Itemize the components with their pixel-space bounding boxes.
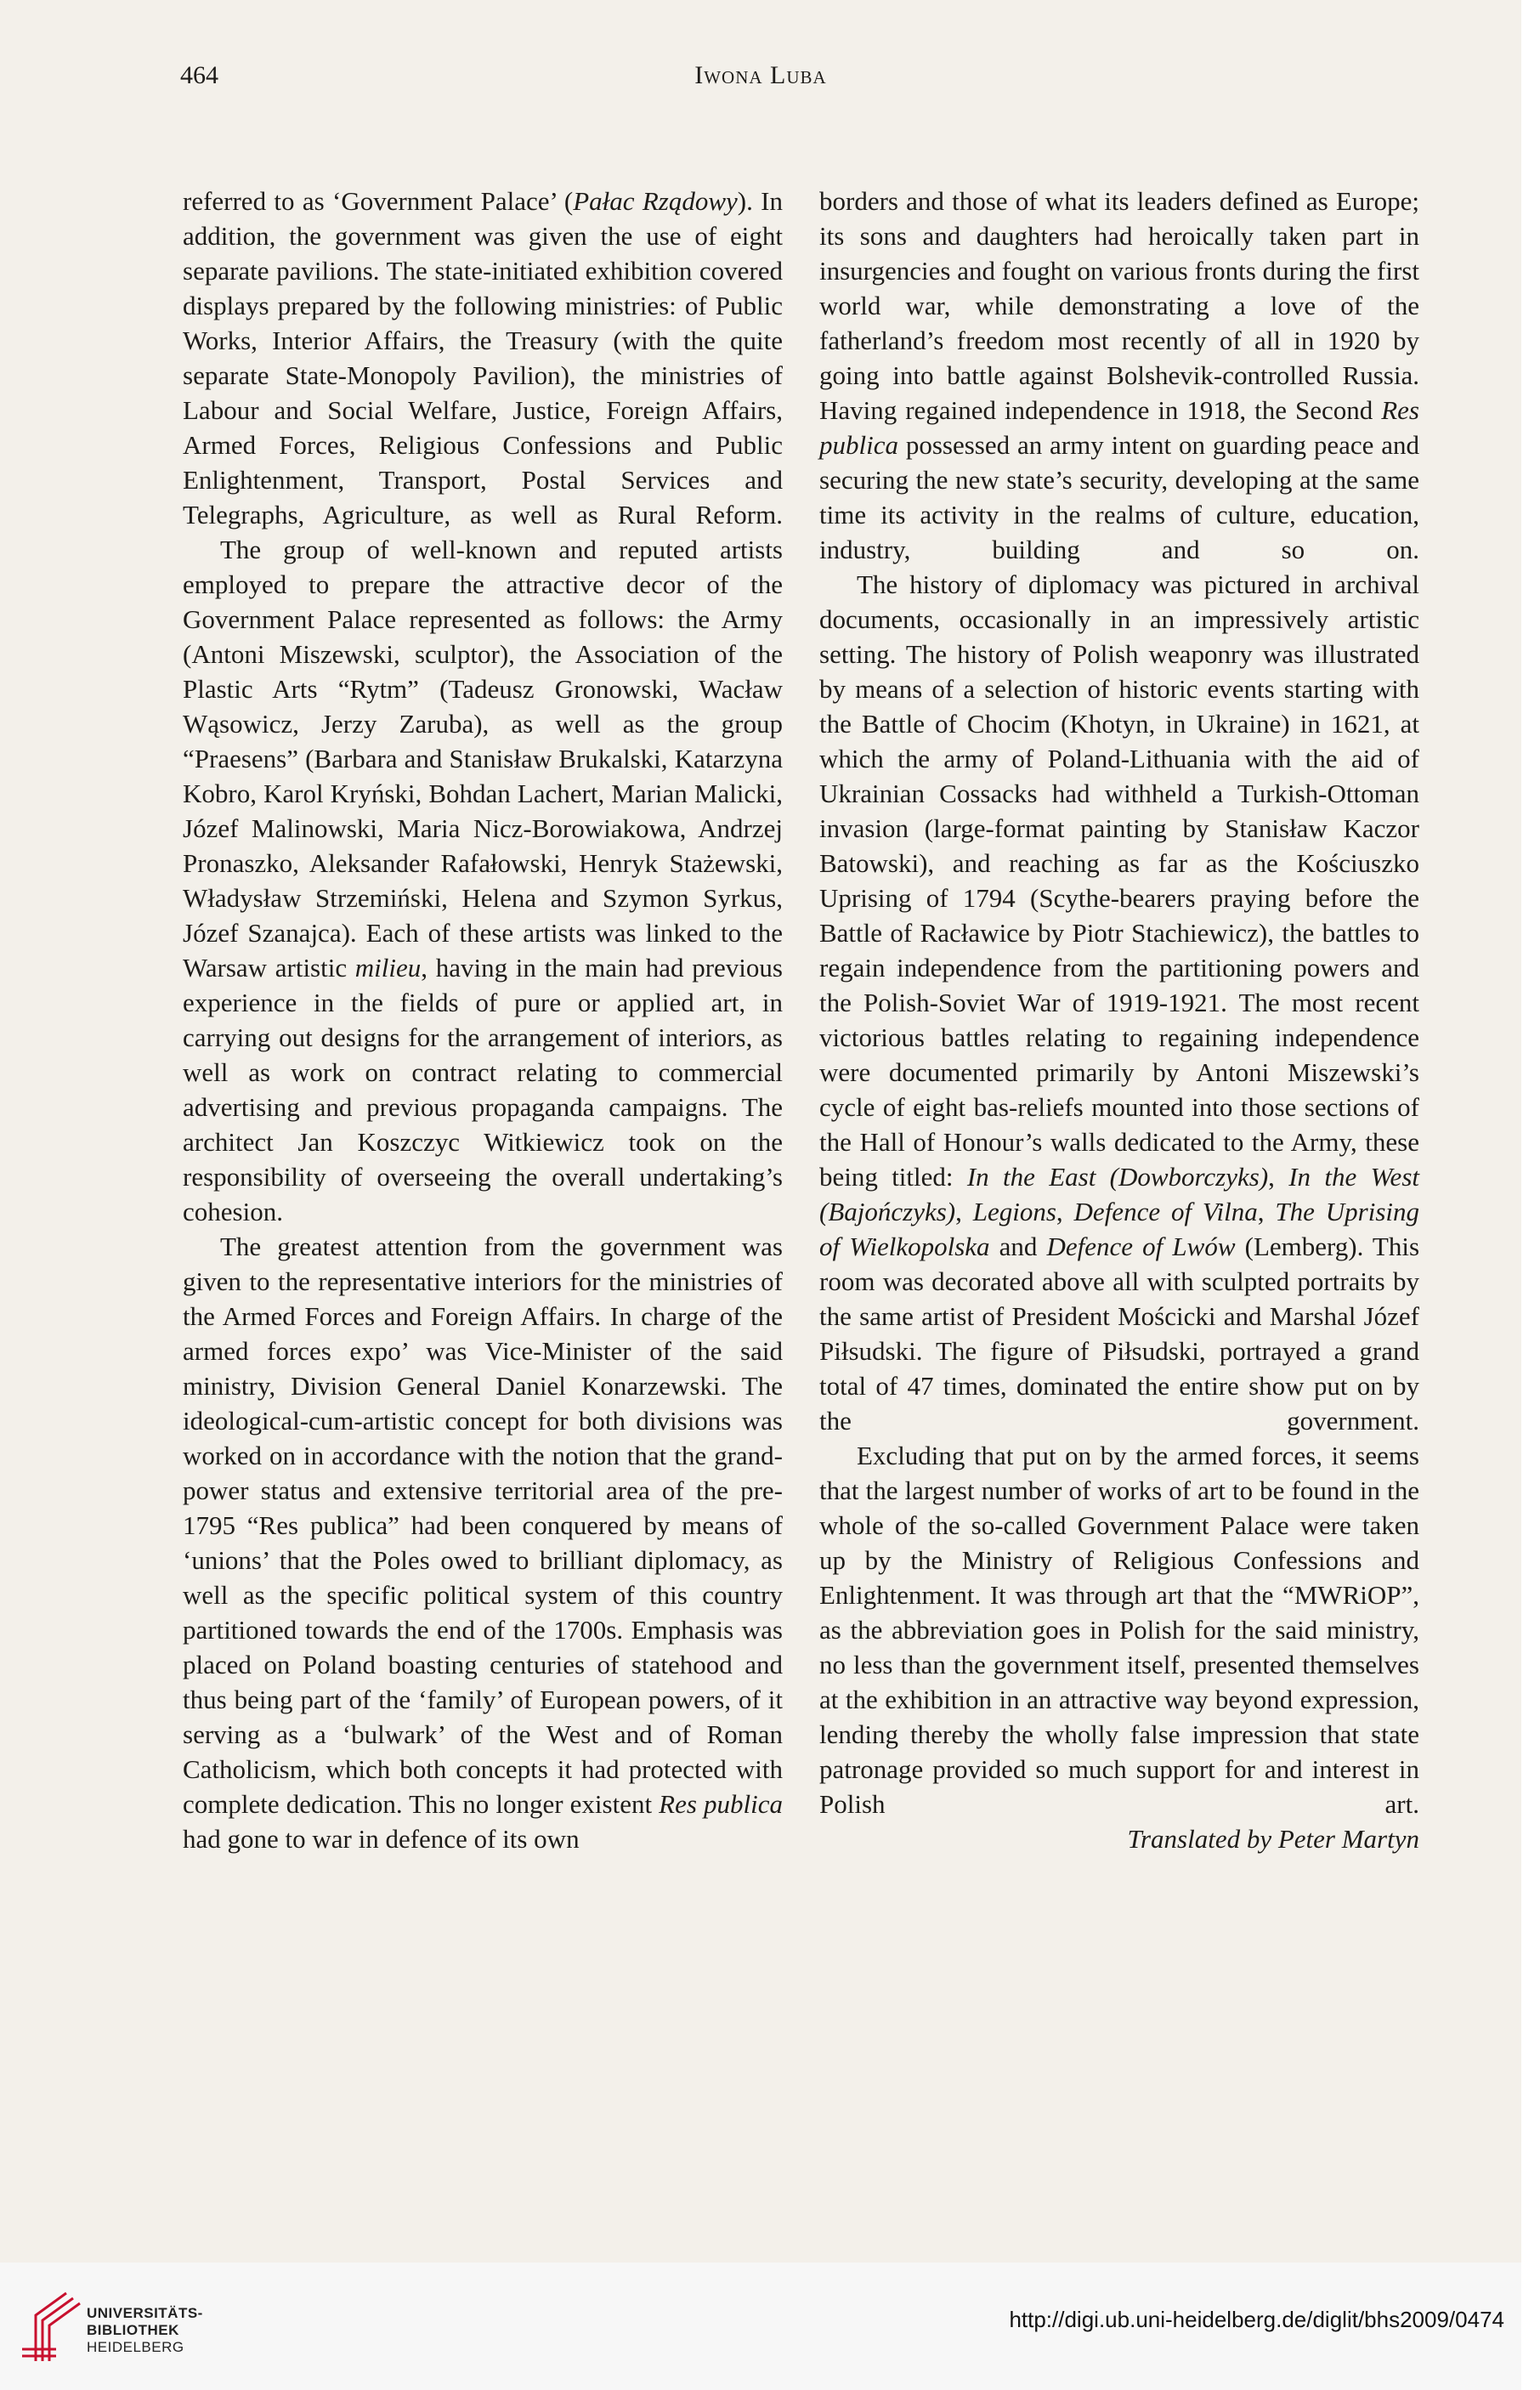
page-number: 464 <box>180 61 218 89</box>
paragraph <box>819 1438 1419 1821</box>
left-column <box>183 184 783 1856</box>
running-header <box>0 61 1521 104</box>
text-run: borders and those of what its leaders defined as Europe; its sons and daughters had heroically taken part in insurgencies and fought on various fronts during the first world war, while demonstrating a love of the fatherland’s freedom most recently of all in 1920 by going into battle against Bolshevik-controlled Russia. Having regained independence in 1918, the Second <box>819 186 1419 425</box>
text-run: (Lemberg). This room was decorated above all with sculpted portraits by the same artist of President Mościcki and Marshal Józef Piłsudski. The figure of Piłsudski, portrayed a grand total of 47 times, dominated the entire show put on by the government. <box>819 1232 1420 1436</box>
text-run: The group of well-known and reputed artists employed to prepare the attractive decor of the Government Palace represented as follows: the Army (Antoni Miszewski, sculptor), the Association of the Plastic Arts “Rytm” (Tadeusz Gronowski, Wacław Wąsowicz, Jerzy Zaruba), as well as the group “Praesens” (Barbara and Stanisław Brukalski, Katarzyna Kobro, Karol Kryński, Bohdan Lachert, Marian Malicki, Józef Malinowski, Maria Nicz-Borowiakowa, Andrzej Pronaszko, Aleksander Rafałowski, Henryk Stażewski, Władysław Strzemiński, Helena and Szymon Syrkus, Józef Szanajca). Each of these artists was linked to the Warsaw artistic <box>183 535 783 983</box>
paragraph <box>819 184 1419 567</box>
italic-text: In the West (Bajończyks) <box>819 1162 1419 1226</box>
paragraph <box>183 184 783 532</box>
right-column <box>819 184 1419 1856</box>
italic-text: Defence of Lwów <box>1046 1232 1236 1261</box>
italic-text: Res publica <box>819 395 1419 460</box>
text-run: , <box>955 1197 973 1226</box>
paragraph <box>183 532 783 1229</box>
text-run: and <box>989 1232 1047 1261</box>
italic-text: milieu <box>354 953 422 983</box>
text-run: Excluding that put on by the armed forces, it seems that the largest number of works of art to be found in the whole of the so-called Government Palace were taken up by the Ministry of Religious Confessions and Enlightenment. It was through art that the “MWRiOP”, as the abbreviation goes in Polish for the said ministry, no less than the government itself, presented themselves at the exhibition in an attractive way beyond expression, lending thereby the wholly false impression that state patronage provided so much support for and interest in Polish art. <box>819 1441 1419 1819</box>
paragraph <box>819 567 1419 1438</box>
paragraph <box>183 1229 783 1856</box>
scan-edge <box>1521 0 1540 2390</box>
text-run: , <box>1257 1197 1276 1226</box>
permalink-url[interactable]: http://digi.ub.uni-heidelberg.de/diglit/bhs2009/0474 <box>1009 2307 1504 2332</box>
text-run: referred to as ‘Government Palace’ ( <box>183 186 574 216</box>
translator-credit: Translated by Peter Martyn <box>1127 1824 1419 1854</box>
text-run: possessed an army intent on guarding peace and securing the new state’s security, developing at the same time its activity in the realms of culture, education, industry, building and so on. <box>819 430 1419 564</box>
text-run: , <box>1268 1162 1289 1192</box>
running-head-author: Iwona Luba <box>694 61 827 89</box>
library-name: UNIVERSITÄTS- BIBLIOTHEK HEIDELBERG <box>87 2305 203 2355</box>
italic-text: In the East (Dowborczyks) <box>966 1162 1269 1192</box>
text-run: The history of diplomacy was pictured in archival documents, occasionally in an impressively artistic setting. The history of Polish weaponry was illustrated by means of a selection of historic events starting with the Battle of Chocim (Khotyn, in Ukraine) in 1621, at which the army of Poland-Lithuania with the aid of Ukrainian Cossacks had withheld a Turkish-Ottoman invasion (large-format painting by Stanisław Kaczor Batowski), and reaching as far as the Kościuszko Uprising of 1794 (Scythe-bearers praying before the Battle of Racławice by Piotr Stachiewicz), the battles to regain independence from the partitioning powers and the Polish-Soviet War of 1919-1921. The most recent victorious battles relating to regaining independence were documented primarily by Antoni Miszewski’s cycle of eight bas-reliefs mounted into those sections of the Hall of Honour’s walls dedicated to the Army, these being titled: <box>819 569 1419 1192</box>
text-run: had gone to war in defence of its own <box>183 1824 580 1854</box>
italic-text: Res publica <box>659 1789 784 1819</box>
text-run: , <box>1056 1197 1074 1226</box>
digitization-footer <box>0 2263 1521 2390</box>
italic-text: Pałac Rządowy <box>573 186 738 216</box>
italic-text: Defence of Vilna <box>1073 1197 1258 1226</box>
text-run: ). In addition, the government was given the use of eight separate pavilions. The state-initiated exhibition covered displays prepared by the following ministries: of Public Works, Interior Affairs, the Treasury (with the quite separate State-Monopoly Pavilion), the ministries of Labour and Social Welfare, Justice, Foreign Affairs, Armed Forces, Religious Confessions and Public Enlightenment, Transport, Postal Services and Telegraphs, Agriculture, as well as Rural Reform. <box>183 186 783 530</box>
italic-text: Legions <box>972 1197 1056 1226</box>
library-logo-icon <box>17 2290 85 2363</box>
italic-text: The Uprising of Wielkopolska <box>819 1197 1420 1261</box>
text-run: The greatest attention from the government was given to the representative interiors for the ministries of the Armed Forces and Foreign Affairs. In charge of the armed forces expo’ was Vice-Minister of the said ministry, Division General Daniel Konarzewski. The ideological-cum-artistic concept for both divisions was worked on in accordance with the notion that the grand-power status and extensive territorial area of the pre-1795 “Res publica” had been conquered by means of ‘unions’ that the Poles owed to brilliant diplomacy, as well as the specific political system of this country partitioned towards the end of the 1700s. Emphasis was placed on Poland boasting centuries of statehood and thus being part of the ‘family’ of European powers, of it serving as a ‘bulwark’ of the West and of Roman Catholicism, which both concepts it had protected with complete dedication. This no longer existent <box>183 1232 783 1819</box>
text-run: , having in the main had previous experience in the fields of pure or applied art, in carrying out designs for the arrangement of interiors, as well as work on contract relating to commercial advertising and previous propaganda campaigns. The architect Jan Koszczyc Witkiewicz took on the responsibility of overseeing the overall undertaking’s cohesion. <box>183 953 783 1226</box>
